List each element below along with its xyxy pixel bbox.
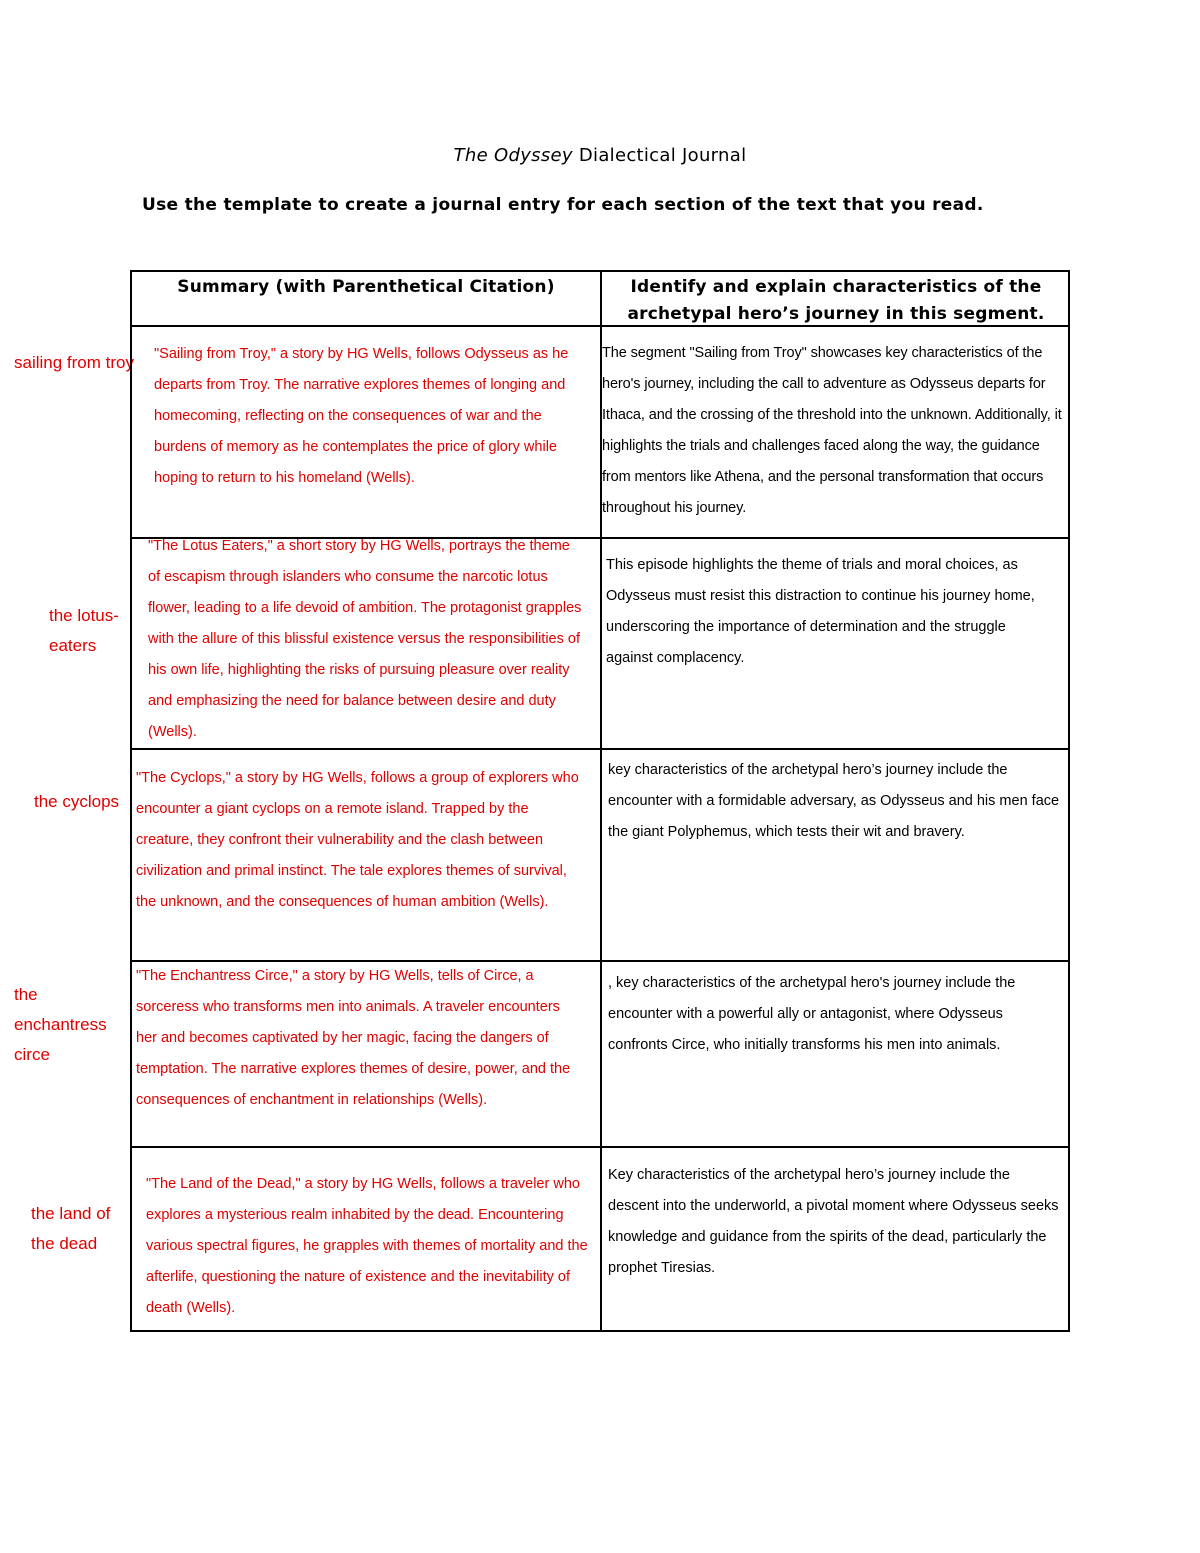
summary-cell-lotus: "The Lotus Eaters," a short story by HG Wells, portrays the theme of escapism through islanders who consume the narcotic lotus flower, leading to a life devoid of ambition. The protagonist grapples with the allure of this blissful existence versus the responsibilities of his own life, highlighting the risks of pursuing pleasure over reality and emphasizing the need for balance between desire and duty (Wells). bbox=[148, 538, 582, 740]
summary-cell-dead: "The Land of the Dead," a story by HG Wells, follows a traveler who explores a mysterious realm inhabited by the dead. Encountering various spectral figures, he grapples with themes of mortality and the afterlife, questioning the nature of existence and the inevitability of death (Wells). bbox=[146, 1176, 588, 1316]
summary-cell-circe: "The Enchantress Circe," a story by HG Wells, tells of Circe, a sorceress who transforms men into animals. A traveler encounters her and becomes captivated by her magic, facing the dangers of temptation. The narrative explores themes of desire, power, and the consequences of enchantment in relationships (Wells). bbox=[136, 968, 571, 1108]
hero-cell-cyclops: key characteristics of the archetypal hero’s journey include the encounter with a formidable adversary, as Odysseus and his men face the giant Polyphemus, which tests their wit and bravery. bbox=[608, 762, 1060, 840]
title-italic: The Odyssey bbox=[453, 145, 573, 166]
row-divider bbox=[132, 748, 1068, 750]
instructions: Use the template to create a journal entry for each section of the text that you read. bbox=[142, 195, 984, 215]
side-label-sailing: sailing from troy bbox=[14, 353, 134, 372]
header-hero-line2: archetypal hero’s journey in this segment. bbox=[627, 304, 1045, 324]
side-label-cyclops: the cyclops bbox=[34, 792, 120, 811]
page-title bbox=[0, 145, 1200, 166]
title-rest: Dialectical Journal bbox=[572, 145, 747, 166]
side-label-dead: the land of the dead bbox=[31, 1204, 111, 1253]
hero-cell-circe: , key characteristics of the archetypal hero's journey include the encounter with a powerful ally or antagonist, where Odysseus confronts Circe, who initially transforms his men into animals. bbox=[608, 975, 1016, 1053]
summary-cell-sailing: "Sailing from Troy," a story by HG Wells, follows Odysseus as he departs from Troy. The narrative explores themes of longing and homecoming, reflecting on the consequences of war and the burdens of memory as he contemplates the price of glory while hoping to return to his homeland (Wells). bbox=[154, 346, 569, 486]
row-divider bbox=[132, 1146, 1068, 1148]
hero-cell-dead: Key characteristics of the archetypal hero’s journey include the descent into the underworld, a pivotal moment where Odysseus seeks knowledge and guidance from the spirits of the dead, particularly the prophet Tiresias. bbox=[608, 1167, 1059, 1276]
header-summary-text: Summary (with Parenthetical Citation) bbox=[177, 277, 555, 297]
header-hero-line1: Identify and explain characteristics of the bbox=[630, 277, 1042, 297]
journal-table bbox=[130, 270, 1070, 1332]
header-summary bbox=[132, 272, 600, 327]
summary-cell-cyclops: "The Cyclops," a story by HG Wells, follows a group of explorers who encounter a giant cyclops on a remote island. Trapped by the creature, they confront their vulnerability and the clash between civilization and primal instinct. The tale explores themes of survival, the unknown, and the consequences of human ambition (Wells). bbox=[136, 770, 579, 910]
header-hero-journey bbox=[602, 272, 1070, 327]
hero-cell-sailing: The segment "Sailing from Troy" showcases key characteristics of the hero's journey, including the call to adventure as Odysseus departs for Ithaca, and the crossing of the threshold into the unknown. Additionally, it highlights the trials and challenges faced along the way, the guidance from mentors like Athena, and the personal transformation that occurs throughout his journey. bbox=[602, 345, 1062, 516]
hero-cell-lotus: This episode highlights the theme of trials and moral choices, as Odysseus must resist this distraction to continue his journey home, underscoring the importance of determination and the struggle against complacency. bbox=[606, 557, 1035, 666]
side-label-circe: the enchantress circe bbox=[14, 985, 107, 1064]
side-label-lotus: the lotus-eaters bbox=[49, 606, 119, 655]
